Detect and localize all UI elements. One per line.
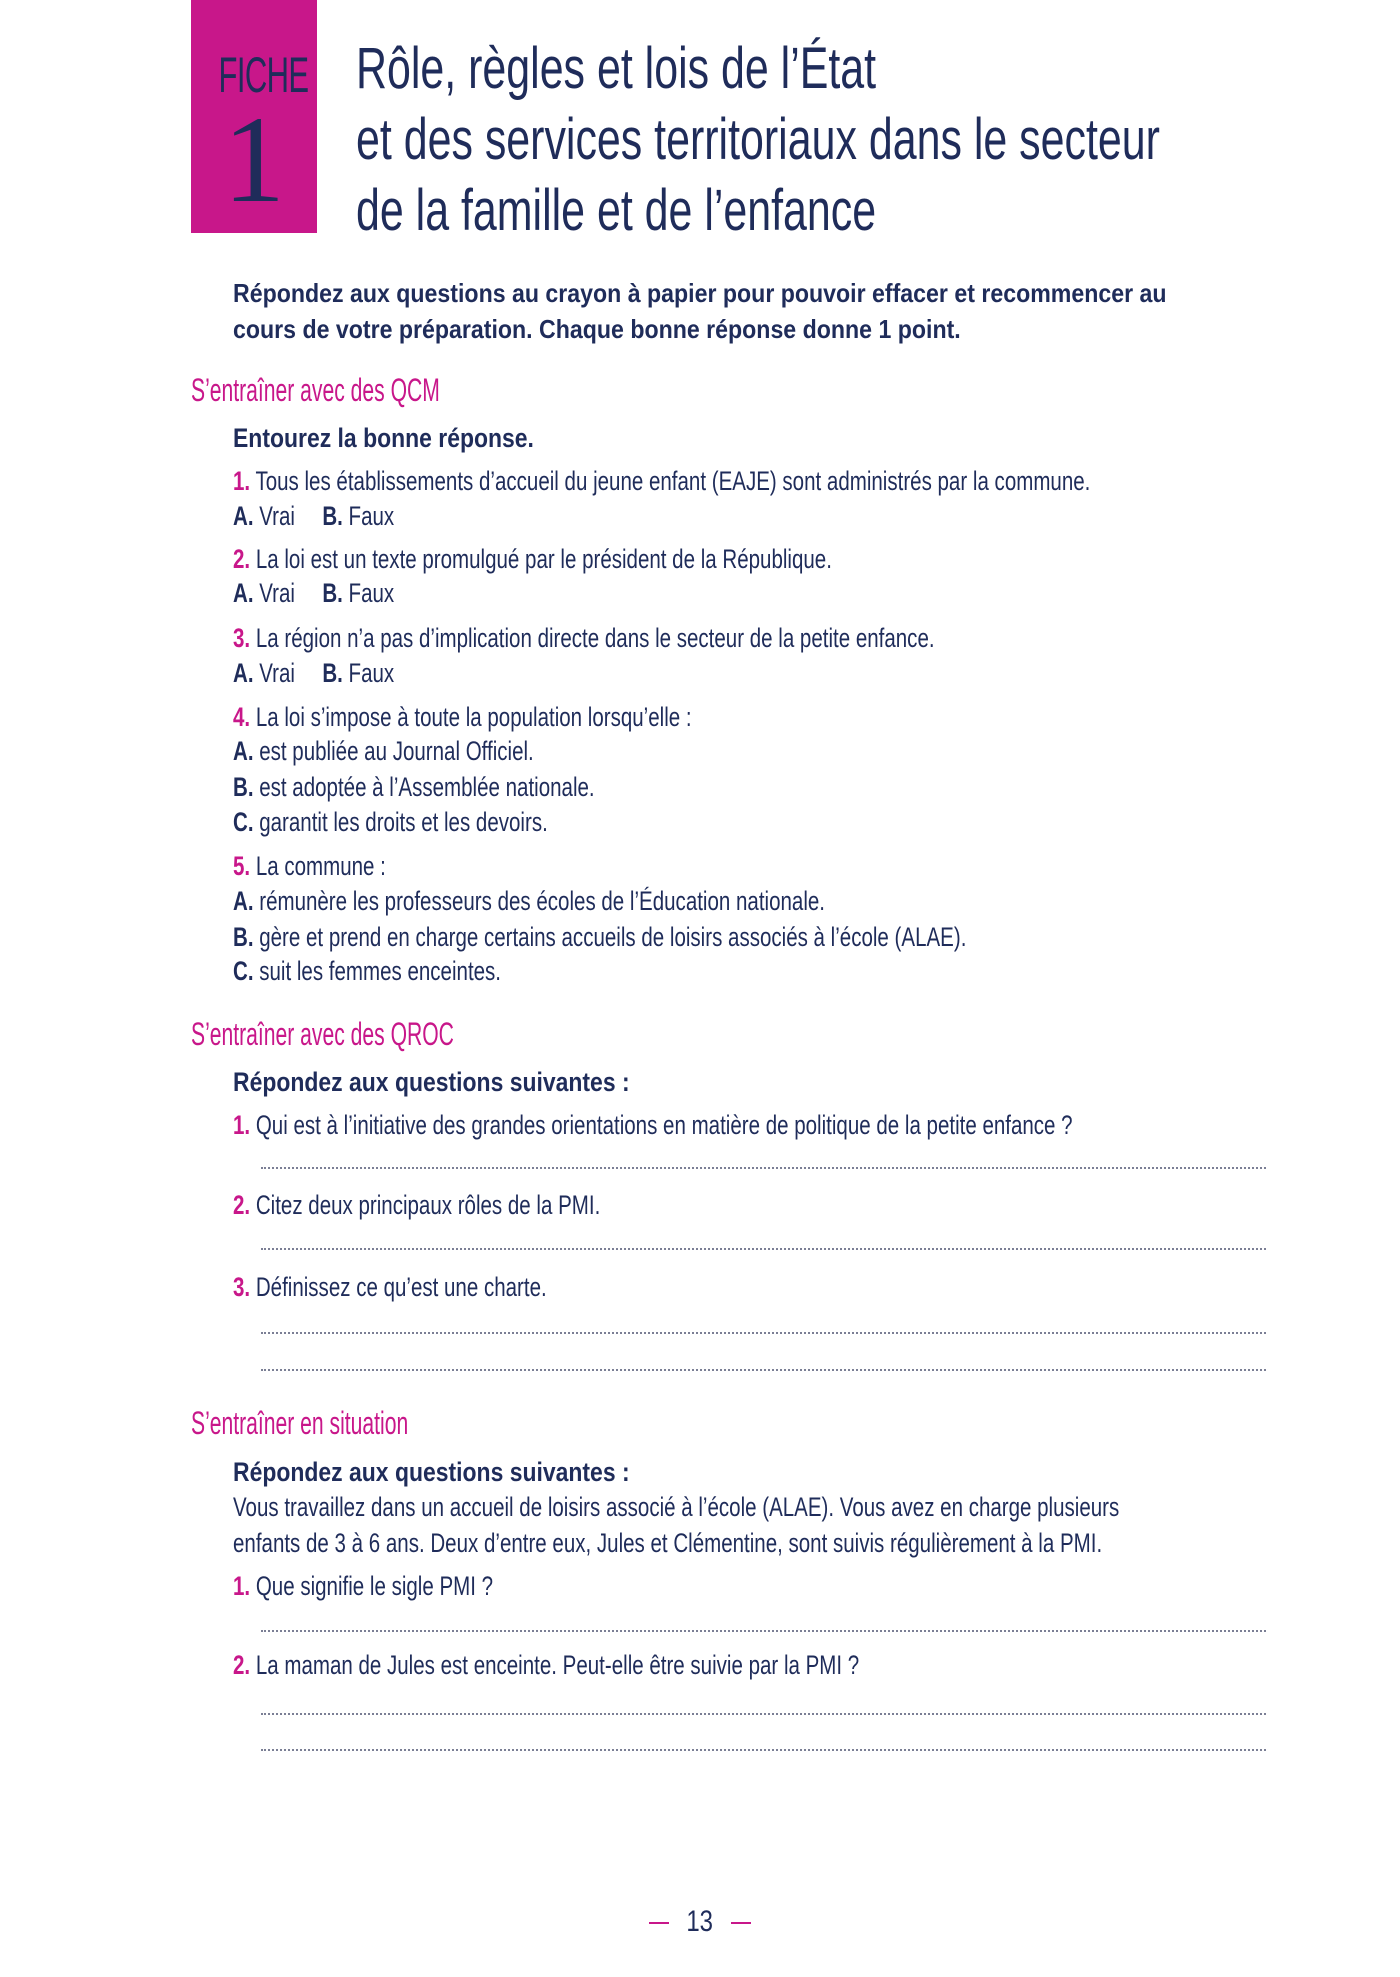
qcm-question-4: 4. La loi s’impose à toute la population lorsqu’elle : [233,702,692,732]
answer-option[interactable]: Vrai [259,578,295,608]
qcm-question-5: 5. La commune : [233,851,386,881]
qcm-question-3: 3. La région n’a pas d’implication directe dans le secteur de la petite enfance. [233,623,935,653]
answer-option[interactable]: Faux [348,501,395,531]
situation-question-2: 2. La maman de Jules est enceinte. Peut-elle être suivie par la PMI ? [233,1650,860,1680]
answer-option[interactable]: Vrai [259,658,295,688]
qroc-subheading: Répondez aux questions suivantes : [233,1067,630,1097]
dash-decoration [731,1922,751,1924]
answer-line[interactable] [261,1749,1266,1751]
instructions-line-2: cours de votre préparation. Chaque bonne réponse donne 1 point. [233,314,961,344]
page-number: 13 [0,1905,1400,1939]
qcm-question-3-options: A. Vrai B. Faux [233,658,395,688]
answer-line[interactable] [261,1332,1266,1334]
situation-question-1: 1. Que signifie le sigle PMI ? [233,1571,494,1601]
fiche-label-text: FICHE [218,47,309,103]
answer-line[interactable] [261,1369,1266,1371]
qroc-question-2: 2. Citez deux principaux rôles de la PMI. [233,1190,601,1220]
section-heading-situation: S’entraîner en situation [191,1405,409,1441]
answer-option[interactable]: A. est publiée au Journal Officiel. [233,736,534,766]
qroc-question-1: 1. Qui est à l’initiative des grandes orientations en matière de politique de la petite enfance ? [233,1110,1073,1140]
fiche-number: 1 [223,91,285,228]
answer-line[interactable] [261,1713,1266,1715]
qcm-subheading: Entourez la bonne réponse. [233,423,534,453]
qcm-question-1-options: A. Vrai B. Faux [233,501,395,531]
dash-decoration [649,1922,669,1924]
answer-option[interactable]: B. est adoptée à l’Assemblée nationale. [233,772,595,802]
answer-option[interactable]: Faux [348,658,395,688]
qcm-question-2: 2. La loi est un texte promulgué par le président de la République. [233,544,832,574]
qcm-question-1: 1. Tous les établissements d’accueil du jeune enfant (EAJE) sont administrés par la commune. [233,466,1091,496]
page-title-line-1: Rôle, règles et lois de l’État [356,36,877,101]
answer-line[interactable] [261,1248,1266,1250]
answer-line[interactable] [261,1167,1266,1169]
instructions-line-1: Répondez aux questions au crayon à papier pour pouvoir effacer et recommencer au [233,278,1167,308]
page-title-line-2: et des services territoriaux dans le secteur [356,107,1160,172]
situation-subheading: Répondez aux questions suivantes : [233,1457,630,1487]
answer-option[interactable]: A. rémunère les professeurs des écoles de l’Éducation nationale. [233,886,826,916]
qroc-question-3: 3. Définissez ce qu’est une charte. [233,1272,547,1302]
section-heading-qroc: S’entraîner avec des QROC [191,1016,454,1052]
answer-option[interactable]: C. suit les femmes enceintes. [233,956,502,986]
answer-option[interactable]: C. garantit les droits et les devoirs. [233,807,548,837]
answer-option[interactable]: B. gère et prend en charge certains accueils de loisirs associés à l’école (ALAE). [233,922,967,952]
answer-option[interactable]: Faux [348,578,395,608]
situation-context-line-1: Vous travaillez dans un accueil de loisirs associé à l’école (ALAE). Vous avez en charge plusieurs [233,1492,1120,1522]
answer-option[interactable]: Vrai [259,501,295,531]
section-heading-qcm: S’entraîner avec des QCM [191,372,440,408]
page-title-line-3: de la famille et de l’enfance [356,178,877,243]
qcm-question-2-options: A. Vrai B. Faux [233,578,395,608]
fiche-badge [191,0,317,233]
answer-line[interactable] [261,1630,1266,1632]
situation-context-line-2: enfants de 3 à 6 ans. Deux d’entre eux, Jules et Clémentine, sont suivis régulièrement à la PMI. [233,1528,1103,1558]
